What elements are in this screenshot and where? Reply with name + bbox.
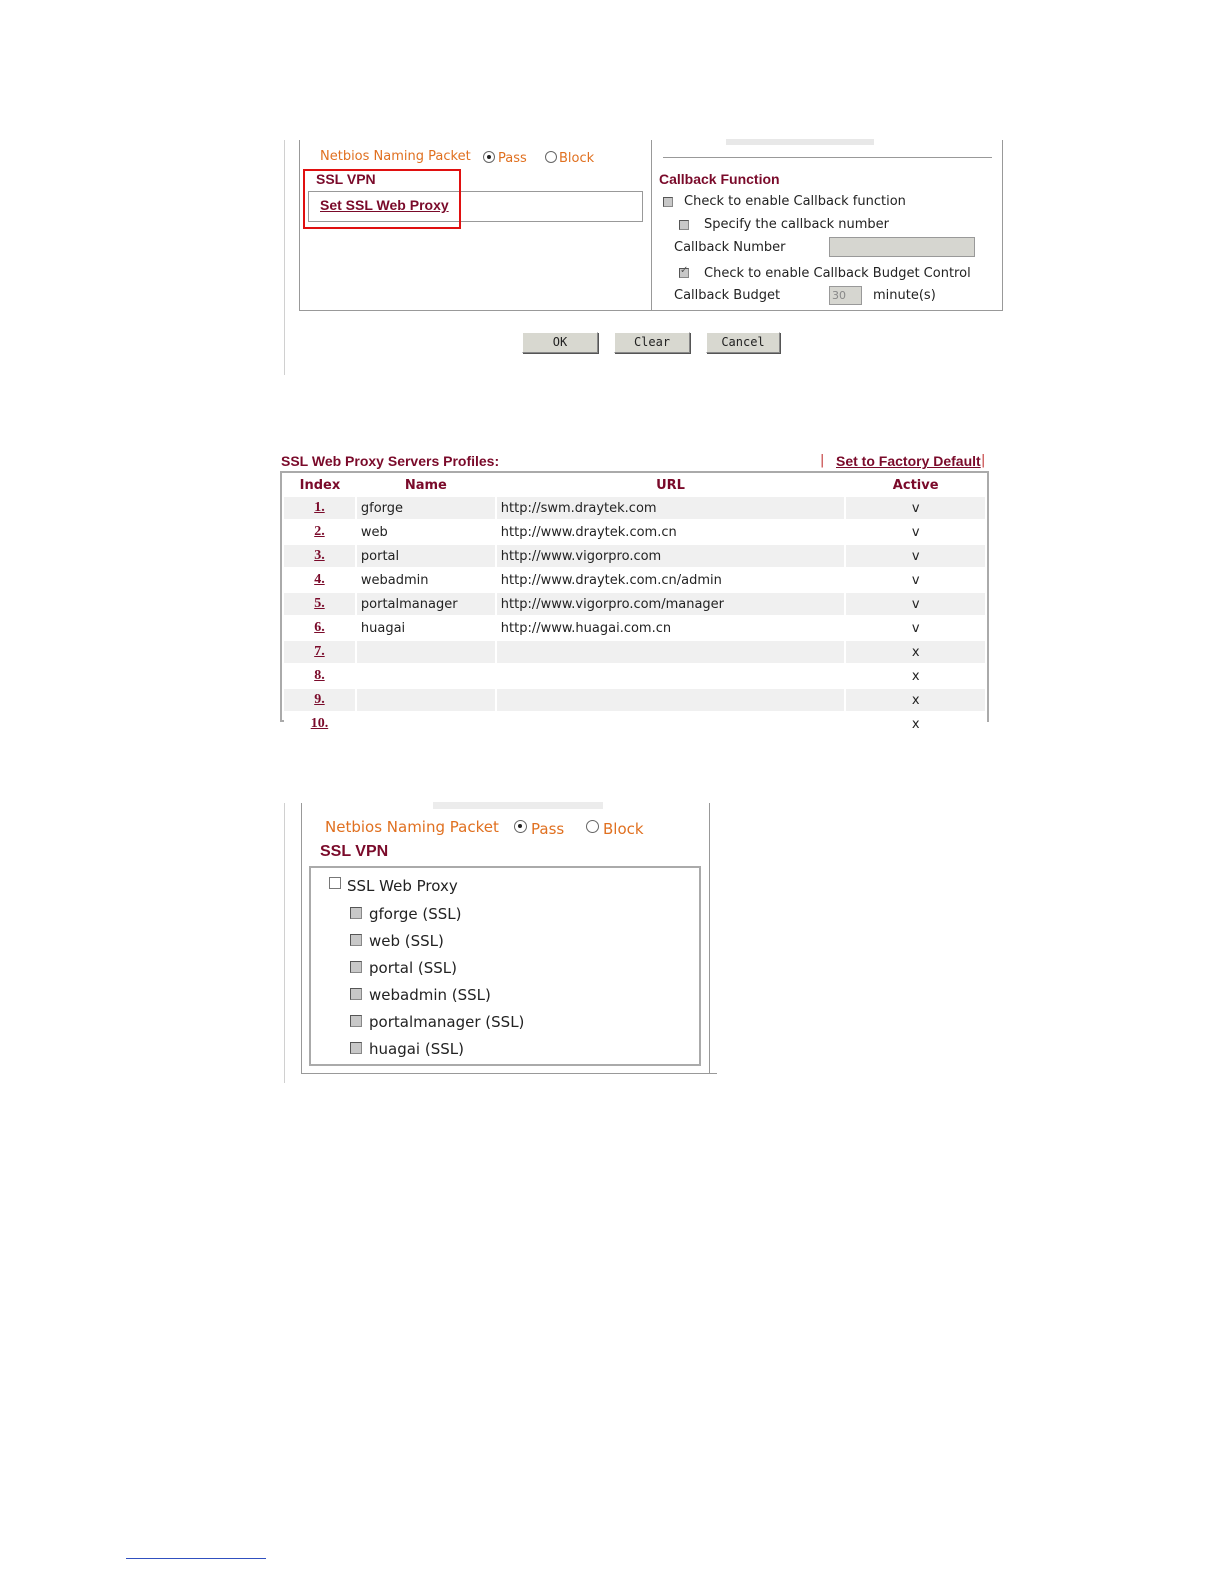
row-url-cell bbox=[496, 712, 846, 736]
cut-off-field bbox=[433, 802, 603, 809]
row-url-cell: http://www.huagai.com.cn bbox=[496, 616, 846, 640]
table-row bbox=[284, 616, 986, 640]
profiles-table bbox=[284, 473, 987, 737]
row-name-cell bbox=[356, 664, 496, 688]
header-url: URL bbox=[656, 477, 685, 493]
row-active-cell: v bbox=[845, 568, 986, 592]
budget-control-label: Check to enable Callback Budget Control bbox=[704, 266, 971, 281]
callback-number-input[interactable] bbox=[829, 237, 975, 257]
cut-off-field bbox=[726, 139, 874, 145]
ssl-item-checkbox[interactable] bbox=[350, 934, 362, 949]
table-row bbox=[284, 712, 986, 736]
row-name-cell: webadmin bbox=[356, 568, 496, 592]
set-factory-default-link[interactable]: Set to Factory Default bbox=[836, 453, 981, 469]
row-active-cell: v bbox=[845, 497, 986, 520]
header-index: Index bbox=[299, 477, 341, 493]
ssl-item-checkbox[interactable] bbox=[350, 907, 362, 922]
pass-label: Pass bbox=[498, 151, 527, 166]
cancel-button[interactable]: Cancel bbox=[706, 332, 780, 353]
block-label: Block bbox=[603, 820, 644, 838]
ssl-item-label: portalmanager (SSL) bbox=[369, 1013, 525, 1031]
row-index-link[interactable]: 9. bbox=[314, 692, 325, 707]
row-index-cell bbox=[284, 664, 356, 688]
table-row bbox=[284, 640, 986, 664]
row-active-cell: v bbox=[845, 592, 986, 616]
row-active-cell: v bbox=[845, 544, 986, 568]
row-url-cell bbox=[496, 640, 846, 664]
block-label: Block bbox=[559, 151, 595, 166]
row-url-cell bbox=[496, 688, 846, 712]
row-active-cell: x bbox=[845, 712, 986, 736]
row-url-cell: http://swm.draytek.com bbox=[496, 497, 846, 520]
minutes-label: minute(s) bbox=[873, 288, 936, 303]
panel-left-border bbox=[284, 140, 285, 375]
profiles-table-frame bbox=[280, 471, 989, 732]
enable-callback-checkbox[interactable] bbox=[663, 195, 673, 210]
specify-callback-label: Specify the callback number bbox=[704, 217, 890, 232]
row-index-link[interactable]: 2. bbox=[314, 524, 325, 539]
table-row bbox=[284, 497, 986, 520]
row-name-cell: portalmanager bbox=[356, 592, 496, 616]
pass-radio[interactable] bbox=[514, 820, 527, 836]
ok-button[interactable]: OK bbox=[522, 332, 598, 353]
row-url-cell bbox=[496, 664, 846, 688]
ssl-item-checkbox[interactable] bbox=[350, 1015, 362, 1030]
row-index-link[interactable]: 3. bbox=[314, 548, 325, 563]
row-name-cell bbox=[356, 640, 496, 664]
row-active-cell: x bbox=[845, 664, 986, 688]
row-index-link[interactable]: 1. bbox=[314, 500, 325, 515]
row-index-link[interactable]: 7. bbox=[314, 644, 325, 659]
row-active-cell: x bbox=[845, 640, 986, 664]
block-radio[interactable] bbox=[545, 151, 557, 166]
row-url-cell: http://www.vigorpro.com bbox=[496, 544, 846, 568]
enable-callback-label: Check to enable Callback function bbox=[684, 194, 906, 209]
row-index-cell bbox=[284, 544, 356, 568]
table-row bbox=[284, 664, 986, 688]
row-active-cell: x bbox=[845, 688, 986, 712]
table-row bbox=[284, 592, 986, 616]
table-row bbox=[284, 568, 986, 592]
callback-number-label: Callback Number bbox=[674, 240, 786, 255]
ssl-item-checkbox[interactable] bbox=[350, 988, 362, 1003]
ssl-item-label: portal (SSL) bbox=[369, 959, 457, 977]
panel3-bottom-line bbox=[301, 1073, 717, 1074]
profiles-title: SSL Web Proxy Servers Profiles: bbox=[281, 453, 500, 469]
row-name-cell: huagai bbox=[356, 616, 496, 640]
row-name-cell: web bbox=[356, 520, 496, 544]
row-index-link[interactable]: 5. bbox=[314, 596, 325, 611]
specify-callback-checkbox[interactable] bbox=[679, 218, 689, 233]
row-index-link[interactable]: 10. bbox=[310, 716, 329, 731]
ssl-web-proxy-label: SSL Web Proxy bbox=[347, 877, 458, 895]
row-name-cell: gforge bbox=[356, 497, 496, 520]
row-index-cell bbox=[284, 688, 356, 712]
row-index-cell bbox=[284, 592, 356, 616]
pass-radio[interactable] bbox=[483, 151, 495, 166]
row-index-cell bbox=[284, 520, 356, 544]
row-name-cell bbox=[356, 688, 496, 712]
ssl-proxy-list-box bbox=[309, 866, 701, 1066]
ssl-item-label: huagai (SSL) bbox=[369, 1040, 464, 1058]
right-top-divider bbox=[663, 157, 992, 158]
row-index-cell bbox=[284, 568, 356, 592]
header-active: Active bbox=[892, 477, 939, 493]
set-ssl-web-proxy-link[interactable]: Set SSL Web Proxy bbox=[320, 197, 449, 213]
row-active-cell: v bbox=[845, 616, 986, 640]
table-row bbox=[284, 520, 986, 544]
callback-function-title: Callback Function bbox=[659, 171, 780, 187]
row-url-cell: http://www.draytek.com.cn/admin bbox=[496, 568, 846, 592]
table-row bbox=[284, 688, 986, 712]
ssl-item-label: gforge (SSL) bbox=[369, 905, 462, 923]
row-name-cell bbox=[356, 712, 496, 736]
callback-budget-label: Callback Budget bbox=[674, 288, 781, 303]
row-index-cell bbox=[284, 616, 356, 640]
netbios-label: Netbios Naming Packet bbox=[320, 149, 471, 164]
clear-button[interactable]: Clear bbox=[614, 332, 690, 353]
panel3-left-border bbox=[284, 803, 285, 1083]
netbios-label: Netbios Naming Packet bbox=[325, 818, 499, 836]
ssl-item-label: webadmin (SSL) bbox=[369, 986, 491, 1004]
header-name: Name bbox=[404, 477, 447, 493]
row-index-link[interactable]: 4. bbox=[314, 572, 325, 587]
row-index-cell bbox=[284, 640, 356, 664]
row-index-cell bbox=[284, 497, 356, 520]
separator-right: | bbox=[981, 453, 986, 468]
row-index-cell bbox=[284, 712, 356, 736]
row-active-cell: v bbox=[845, 520, 986, 544]
row-name-cell: portal bbox=[356, 544, 496, 568]
ssl-web-proxy-checkbox[interactable] bbox=[329, 877, 341, 892]
ssl-item-label: web (SSL) bbox=[369, 932, 444, 950]
row-url-cell: http://www.vigorpro.com/manager bbox=[496, 592, 846, 616]
ssl-item-checkbox[interactable] bbox=[350, 961, 362, 976]
block-radio[interactable] bbox=[586, 820, 599, 836]
budget-control-checkbox[interactable] bbox=[679, 266, 689, 281]
row-index-link[interactable]: 8. bbox=[314, 668, 325, 683]
footer-rule bbox=[126, 1558, 266, 1559]
table-row bbox=[284, 544, 986, 568]
ssl-vpn-title: SSL VPN bbox=[316, 171, 376, 187]
highlight-box bbox=[303, 169, 461, 229]
column-divider bbox=[651, 140, 652, 311]
row-url-cell: http://www.draytek.com.cn bbox=[496, 520, 846, 544]
callback-budget-input[interactable]: 30 bbox=[829, 286, 862, 305]
separator-left: | bbox=[820, 453, 825, 468]
ssl-vpn-title: SSL VPN bbox=[320, 843, 389, 860]
pass-label: Pass bbox=[531, 820, 565, 838]
row-index-link[interactable]: 6. bbox=[314, 620, 325, 635]
ssl-item-checkbox[interactable] bbox=[350, 1042, 362, 1057]
